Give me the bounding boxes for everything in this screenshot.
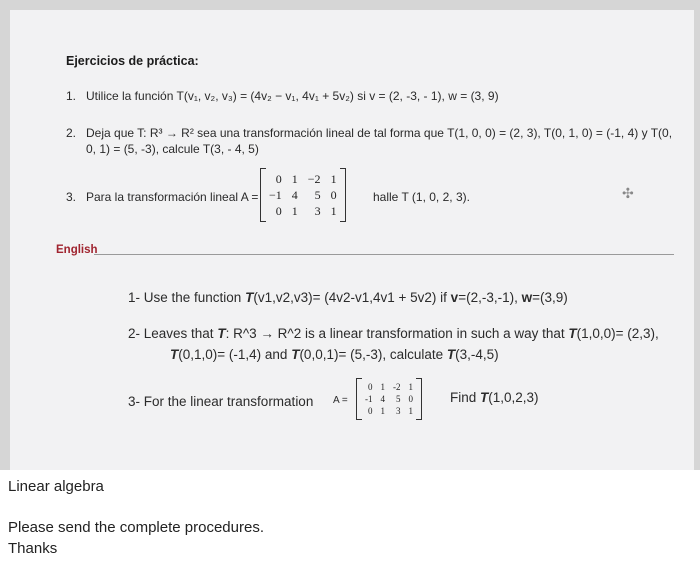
text: Find bbox=[450, 390, 481, 405]
matrix-cell: 5 bbox=[314, 188, 321, 202]
matrix-cell: 0 bbox=[275, 204, 282, 218]
matrix-cell: 1 bbox=[408, 406, 413, 416]
text: : R^3 → R^2 is a linear transformation in such a way that bbox=[225, 326, 569, 341]
text: w bbox=[521, 290, 533, 305]
matrix-cell: 0 bbox=[368, 382, 373, 392]
matrix-a-label: A = bbox=[333, 395, 348, 406]
matrix-cell: 1 bbox=[330, 172, 337, 186]
text: (3,-4,5) bbox=[455, 347, 499, 362]
matrix-cell: −1 bbox=[269, 188, 282, 202]
english-item-2-line1 bbox=[128, 326, 659, 341]
matrix-right-bracket bbox=[340, 168, 346, 222]
text: T bbox=[217, 326, 226, 341]
matrix-grid-small bbox=[362, 381, 416, 417]
request-caption: Please send the complete procedures. bbox=[8, 519, 264, 536]
matrix-cell: −2 bbox=[307, 172, 321, 186]
spanish-item-2-line1: Deja que T: R³ → R² sea una transformación lineal de tal forma que T(1, 0, 0) = (2, 3), T(0, 1, 0) = (-1, 4) y T(0, bbox=[86, 126, 673, 140]
text: (0,1,0)= (-1,4) and bbox=[178, 347, 292, 362]
matrix-cell: 3 bbox=[314, 204, 321, 218]
thanks-caption: Thanks bbox=[8, 540, 58, 557]
english-item-1 bbox=[128, 290, 568, 305]
text: (0,0,1)= (5,-3), calculate bbox=[299, 347, 447, 362]
text: 2- Leaves that bbox=[128, 326, 218, 341]
matrix-right-bracket bbox=[416, 378, 422, 420]
text: T bbox=[170, 347, 179, 362]
text: T bbox=[480, 390, 489, 405]
matrix-cell: 0 bbox=[368, 406, 373, 416]
move-cursor-icon: ✣ bbox=[622, 185, 634, 201]
subject-caption: Linear algebra bbox=[8, 478, 104, 495]
spanish-title: Ejercicios de práctica: bbox=[66, 54, 199, 68]
text: T bbox=[245, 290, 254, 305]
matrix-cell: 1 bbox=[380, 406, 385, 416]
english-item-2-line2 bbox=[170, 347, 499, 362]
matrix-cell: 1 bbox=[291, 172, 298, 186]
matrix-cell: 1 bbox=[330, 204, 337, 218]
text: (v1,v2,v3)= (4v2-v1,4v1 + 5v2) if bbox=[253, 290, 451, 305]
matrix-cell: -2 bbox=[393, 382, 401, 392]
spanish-item-3-suffix: halle T (1, 0, 2, 3). bbox=[373, 190, 470, 204]
matrix-grid bbox=[266, 171, 340, 219]
matrix-cell: 5 bbox=[396, 394, 401, 404]
text: T bbox=[446, 347, 456, 362]
spanish-item-1: Utilice la función T(v₁, v₂, v₃) = (4v₂ − v₁, 4v₁ + 5v₂) si v = (2, -3, - 1), w = (3, 9) bbox=[86, 89, 499, 103]
text: T bbox=[291, 347, 300, 362]
matrix-cell: 0 bbox=[408, 394, 413, 404]
matrix-cell: 3 bbox=[396, 406, 401, 416]
text: (1,0,2,3) bbox=[488, 390, 539, 405]
text: 1- Use the function bbox=[128, 290, 246, 305]
spanish-item-3-prefix: Para la transformación lineal A = bbox=[86, 190, 259, 204]
matrix-cell: 1 bbox=[291, 204, 298, 218]
text: (1,0,0)= (2,3), bbox=[576, 326, 659, 341]
english-item-3-prefix: 3- For the linear transformation bbox=[128, 394, 314, 409]
text: T bbox=[568, 326, 577, 341]
matrix-cell: 4 bbox=[291, 188, 298, 202]
english-label: English bbox=[56, 244, 98, 256]
item-number-3: 3. bbox=[66, 190, 77, 204]
item-number-1: 1. bbox=[66, 89, 77, 103]
matrix-cell: 4 bbox=[380, 394, 385, 404]
matrix-a-small bbox=[356, 378, 422, 420]
text: =(3,9) bbox=[532, 290, 568, 305]
matrix-cell: 1 bbox=[380, 382, 385, 392]
matrix-cell: -1 bbox=[365, 394, 373, 404]
matrix-cell: 1 bbox=[408, 382, 413, 392]
matrix-cell: 0 bbox=[330, 188, 337, 202]
english-item-3-find bbox=[450, 390, 539, 405]
matrix-cell: 0 bbox=[275, 172, 282, 186]
text: v bbox=[450, 290, 459, 305]
section-divider bbox=[94, 254, 674, 255]
spanish-item-2-line2: 0, 1) = (5, -3), calcule T(3, - 4, 5) bbox=[86, 142, 259, 156]
text: =(2,-3,-1), bbox=[458, 290, 522, 305]
item-number-2: 2. bbox=[66, 126, 77, 140]
worksheet bbox=[10, 10, 694, 470]
matrix-a bbox=[260, 168, 346, 222]
